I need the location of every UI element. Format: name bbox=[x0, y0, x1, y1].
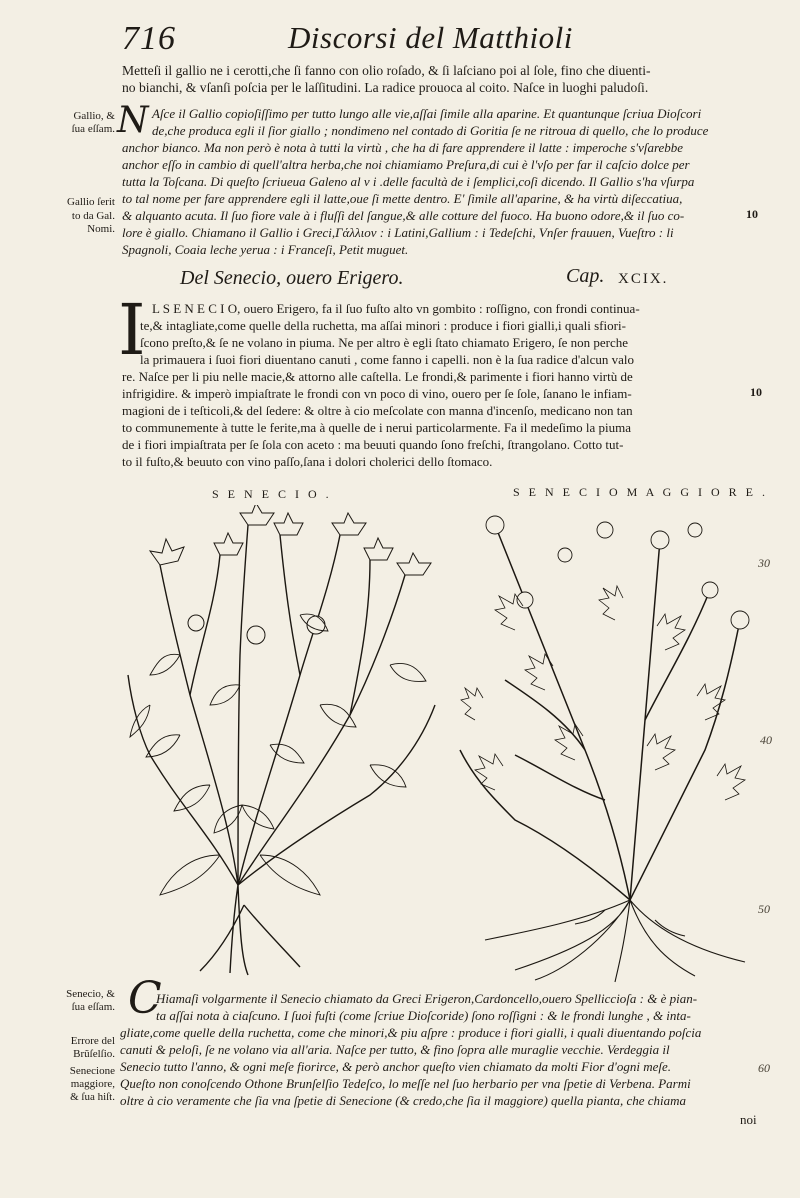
margin-note: to da Gal. bbox=[71, 210, 115, 222]
margin-note: & ſua hiſt. bbox=[70, 1091, 115, 1103]
gallio-line: anchor eſſo in cambio di quell'altra herba,che noi chiamiamo Preſura,di cui è l'vſo per far il caſcio dolce per bbox=[122, 157, 690, 172]
line-marker: 30 bbox=[758, 556, 770, 570]
senecio-woodcut-illustration bbox=[120, 505, 450, 980]
margin-note: Gallio ſerit bbox=[67, 196, 115, 208]
gallio-line: Aſce il Gallio copioſiſſimo per tutto lungo alle vie,aſſai ſimile alla aparine. Et quantunque ſcriua Dioſcori bbox=[152, 106, 702, 121]
margin-note: Gallio, & bbox=[73, 110, 115, 122]
bottom-line: gliate,come quelle della ruchetta, come che minori,& piu aſpre : produce i fiori gialli, i quali diuentando poſcia bbox=[120, 1025, 702, 1040]
line-marker: 50 bbox=[758, 902, 770, 916]
drop-cap: I bbox=[118, 289, 146, 371]
line-marker: 10 bbox=[750, 385, 762, 399]
margin-note: Senecione bbox=[69, 1065, 115, 1077]
senecio-maggiore-woodcut-illustration bbox=[455, 500, 755, 985]
bottom-line: oltre à cio veramente che ſia vna ſpetie di Senecione (& credo,che ſia il maggiore) quella pianta, che chiama bbox=[120, 1093, 687, 1108]
bottom-line: Queſto non conoſcendo Othone Brunſelſio Tedeſco, lo meſſe nel ſuo herbario per vna ſpetie di Verbena. Parmi bbox=[120, 1076, 691, 1091]
margin-note: Senecio, & bbox=[66, 988, 115, 1000]
bottom-line: canuti & peloſi, ſe ne volano via all'aria. Naſce per tutto, & fino ſopra alle muraglie vecchie. Verdeggia il bbox=[120, 1042, 670, 1057]
bottom-line: ta aſſai nota à ciaſcuno. I ſuoi fuſti (come ſcriue Dioſcoride) ſono roſſigni : & le frondi lunghe , & inta- bbox=[156, 1008, 691, 1023]
running-title: Discorsi del Matthioli bbox=[288, 20, 573, 55]
section-title: Del Senecio, ouero Erigero. bbox=[180, 267, 404, 289]
margin-note: Errore del bbox=[70, 1035, 115, 1047]
catchword: noi bbox=[740, 1112, 757, 1127]
senecio-line: re. Naſce per li piu nelle macie,& attorno alle caſtella. Le frondi,& parimente i fiori hanno virtù de bbox=[122, 369, 633, 384]
gallio-line: lore è giallo. Chiamano il Gallio i Greci,Γάλλιον : i Latini,Gallium : i Tedeſchi, Vnſer frauuen, Vueſtro : li bbox=[122, 225, 674, 240]
senecio-line: la primauera i ſuoi fiori diuentano canuti , come fanno i capelli. non è la ſua radice d'alcun valo bbox=[140, 352, 634, 367]
margin-note: Brũſelſio. bbox=[73, 1048, 115, 1060]
senecio-line: magioni de i teſticoli,& del ſedere: & oltre à cio meſcolate con manna d'incenſo, medicano non tan bbox=[122, 403, 633, 418]
senecio-line: te,& intagliate,come quelle della ruchetta, ma aſſai minori : produce i fiori gialli,i quali sfiori- bbox=[140, 318, 626, 333]
senecio-line: L S E N E C I O, ouero Erigero, fa il ſuo fuſto alto vn gombito : roſſigno, con frondi continua- bbox=[152, 301, 640, 316]
figure-caption: S E N E C I O M A G G I O R E . bbox=[513, 485, 769, 499]
margin-note: ſua eſſam. bbox=[71, 123, 115, 135]
figure-caption: S E N E C I O . bbox=[212, 487, 332, 501]
gallio-line: to tal nome per fare apprendere egli il latte,oue ſi mette dentro. E' ſimile all'aparine, & ha virtù diſeccatiua, bbox=[122, 191, 683, 206]
gallio-line: Spagnoli, Coaia leche yerua : i Franceſi, Petit muguet. bbox=[122, 242, 409, 257]
top-paragraph-line: no bianchi, & vſanſi poſcia per le laſſitudini. La radice prouoca al coito. Naſce in luoghi paludoſi. bbox=[122, 80, 649, 95]
senecio-line: ſcono preſto,& ſe ne volano in piuma. Ne per altro è egli ſtato chiamato Erigero, ſe non perche bbox=[140, 335, 629, 350]
line-marker: 10 bbox=[746, 207, 758, 221]
gallio-line: de,che produca egli il ſior giallo ; nondimeno nel contado di Goritia ſe ne ritroua di quello, che lo produce bbox=[152, 123, 709, 138]
gallio-line: anchor bianco. Ma non però è nota à tutti la virtù , che ha di fare apprendere il latte : imperoche s'vſarebbe bbox=[122, 140, 684, 155]
bottom-line: Senecio tutto l'anno, & ogni meſe fiorirce, & però anchor queſto vien chiamato da molti Fior d'ogni meſe. bbox=[120, 1059, 671, 1074]
chapter-word: Cap. bbox=[566, 265, 605, 287]
drop-cap: N bbox=[117, 100, 149, 141]
drop-cap: C bbox=[128, 973, 162, 1024]
gallio-line: tutta la Toſcana. Di queſto ſcriueua Galeno al v i .delle facultà de i ſemplici,coſi dicendo. Il Gallio s'ha vſurpa bbox=[122, 174, 695, 189]
margin-note: Nomi. bbox=[87, 223, 115, 235]
margin-note: ſua eſſam. bbox=[71, 1001, 115, 1013]
senecio-line: infrigidire. & imperò impiaſtrate le frondi con vn poco di vino, ouero per ſe ſole, ſanano le infiam- bbox=[122, 386, 632, 401]
line-marker: 40 bbox=[760, 733, 772, 747]
senecio-line: de i fiori impiaſtrata per ſe ſola con aceto : ma beuuti quando ſono freſchi, ſtrangolano. Cotto tut- bbox=[122, 437, 624, 452]
top-paragraph-line: Metteſi il gallio ne i cerotti,che ſi fanno con olio roſado, & ſi laſciano poi al ſole, fino che diuenti- bbox=[122, 63, 651, 78]
senecio-line: to communemente à tutte le ferite,ma à quelle de i nerui particolarmente. Fa il medeſimo la piuma bbox=[122, 420, 631, 435]
line-marker: 60 bbox=[758, 1061, 770, 1075]
gallio-line: & alquanto acuta. Il ſuo fiore vale à i fluſſi del ſangue,& alle cotture del fuoco. Ha buono odore,& il ſuo co- bbox=[122, 208, 685, 223]
margin-note: maggiore, bbox=[70, 1078, 115, 1090]
senecio-line: to il fuſto,& beuuto con vino paſſo,ſana i dolori cholerici dello ſtomaco. bbox=[122, 454, 493, 469]
page-number: 716 bbox=[122, 20, 176, 57]
bottom-line: Hiamaſi volgarmente il Senecio chiamato da Greci Erigeron,Cardoncello,ouero Spelliccioſa : & è pian- bbox=[156, 991, 698, 1006]
chapter-number: XCIX. bbox=[618, 271, 669, 287]
